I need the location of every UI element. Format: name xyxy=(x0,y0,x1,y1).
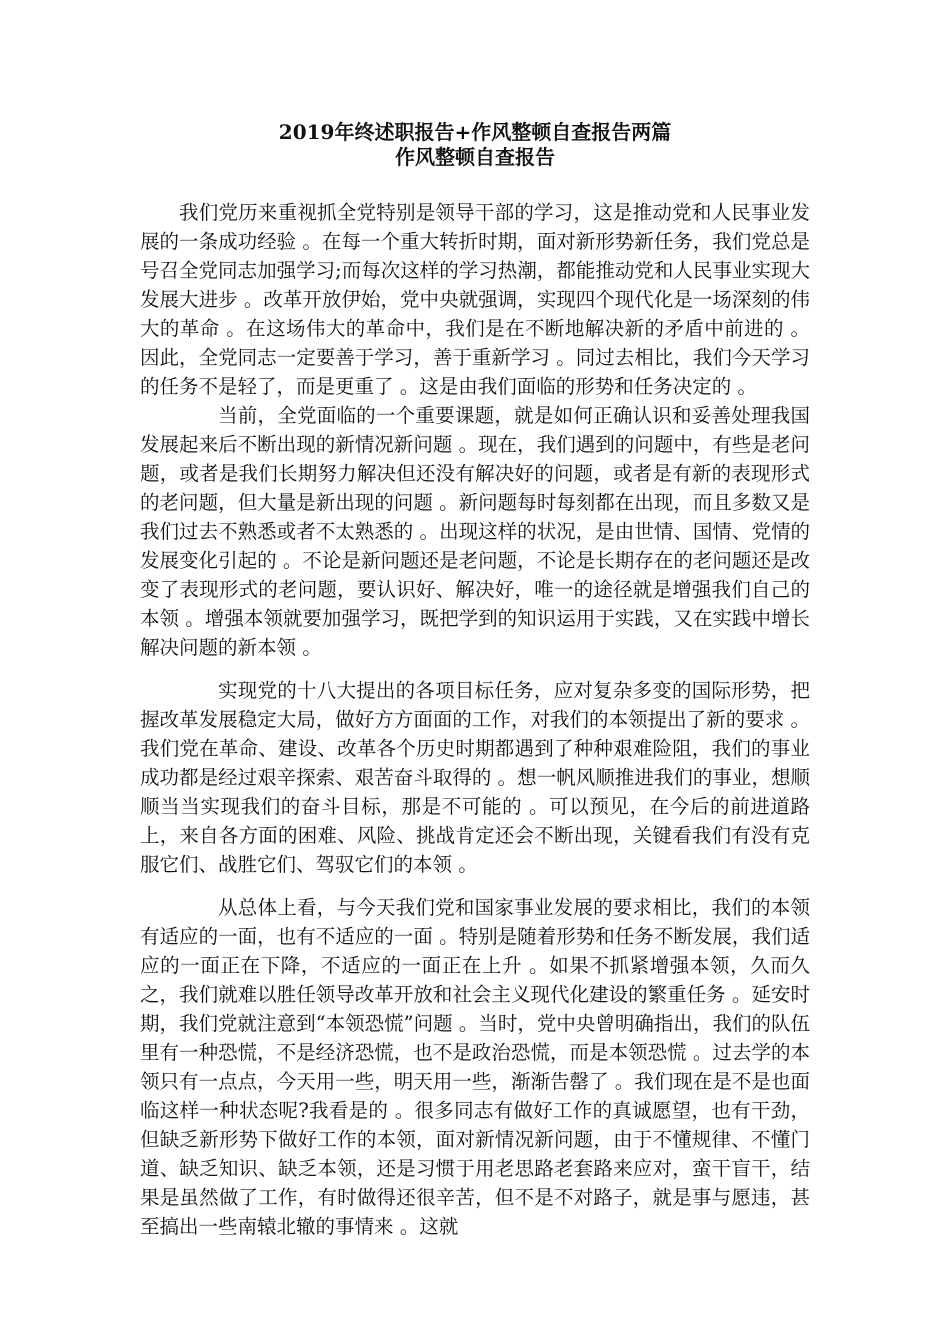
paragraph-spacer xyxy=(140,879,810,893)
title-spacer xyxy=(140,170,810,198)
document-page xyxy=(140,120,810,1241)
paragraph-spacer xyxy=(140,662,810,676)
document-title: 2019年终述职报告+作风整顿自查报告两篇 xyxy=(278,120,672,144)
document-subtitle: 作风整顿自查报告 xyxy=(395,145,555,169)
paragraph-4: 从总体上看，与今天我们党和国家事业发展的要求相比，我们的本领有适应的一面，也有不适应的一面 。特别是随着形势和任务不断发展，我们适应的一面正在下降，不适应的一面正在上升 。如果不抓紧增强本领，久而久之，我们就难以胜任领导改革开放和社会主义现代化建设的繁重任务 。延安时期，我们党就注意到“本领恐慌”问题 。当时，党中央曾明确指出，我们的队伍里有一种恐慌，不是经济恐慌，也不是政治恐慌，而是本领恐慌 。过去学的本领只有一点点，今天用一些，明天用一些，渐渐告罄了 。我们现在是不是也面临这样一种状态呢?我看是的 。很多同志有做好工作的真诚愿望，也有干劲，但缺乏新形势下做好工作的本领，面对新情况新问题，由于不懂规律、不懂门道、缺乏知识、缺乏本领，还是习惯于用老思路老套路来应对，蛮干盲干，结果是虽然做了工作，有时做得还很辛苦，但不是不对路子，就是事与愿违，甚至搞出一些南辕北辙的事情来 。这就 xyxy=(140,896,810,1238)
paragraph-1: 我们党历来重视抓全党特别是领导干部的学习，这是推动党和人民事业发展的一条成功经验 。在每一个重大转折时期，面对新形势新任务，我们党总是号召全党同志加强学习;而每次这样的学习热潮，都能推动党和人民事业实现大发展大进步 。改革开放伊始，党中央就强调，实现四个现代化是一场深刻的伟大的革命 。在这场伟大的革命中，我们是在不断地解决新的矛盾中前进的 。因此，全党同志一定要善于学习，善于重新学习 。同过去相比，我们今天学习的任务不是轻了，而是更重了 。这是由我们面临的形势和任务决定的 。 xyxy=(140,201,810,398)
paragraph-3: 实现党的十八大提出的各项目标任务，应对复杂多变的国际形势，把握改革发展稳定大局，做好方方面面的工作，对我们的本领提出了新的要求 。我们党在革命、建设、改革各个历史时期都遇到了种种艰难险阻，我们的事业成功都是经过艰辛探索、艰苦奋斗取得的 。想一帆风顺推进我们的事业，想顺顺当当实现我们的奋斗目标，那是不可能的 。可以预见，在今后的前进道路上，来自各方面的困难、风险、挑战肯定还会不断出现，关键看我们有没有克服它们、战胜它们、驾驭它们的本领 。 xyxy=(140,679,810,876)
paragraph-2: 当前，全党面临的一个重要课题，就是如何正确认识和妥善处理我国发展起来后不断出现的新情况新问题 。现在，我们遇到的问题中，有些是老问题，或者是我们长期努力解决但还没有解决好的问题，或者是有新的表现形式的老问题，但大量是新出现的问题 。新问题每时每刻都在出现，而且多数又是我们过去不熟悉或者不太熟悉的 。出现这样的状况，是由世情、国情、党情的发展变化引起的 。不论是新问题还是老问题，不论是长期存在的老问题还是改变了表现形式的老问题，要认识好、解决好，唯一的途径就是增强我们自己的本领 。增强本领就要加强学习，既把学到的知识运用于实践，又在实践中增长解决问题的新本领 。 xyxy=(140,404,810,659)
